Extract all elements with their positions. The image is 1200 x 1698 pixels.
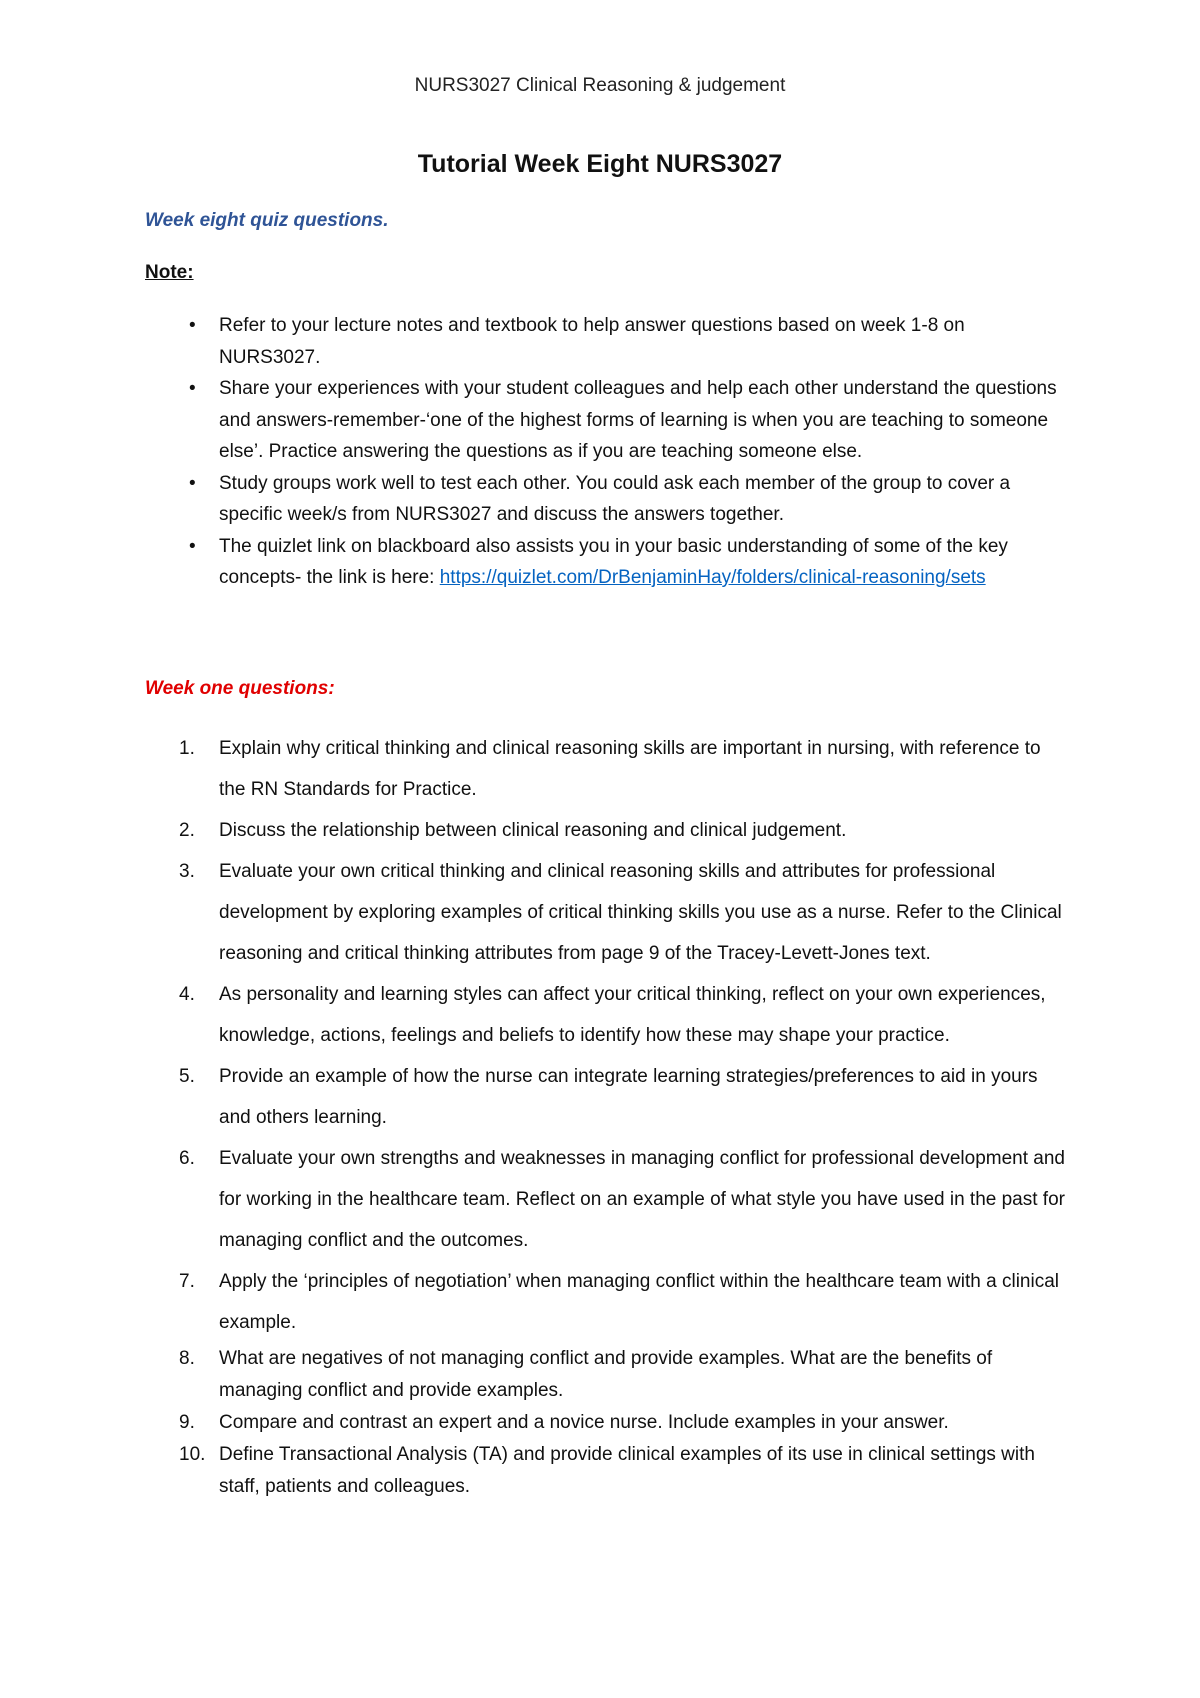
note-bullet-item: [145, 531, 1065, 594]
question-text: Provide an example of how the nurse can integrate learning strategies/preferences to aid in yours and others learning.: [219, 1066, 1038, 1128]
question-text: What are negatives of not managing conflict and provide examples. What are the benefits of managing conflict and provide examples.: [219, 1348, 993, 1401]
question-number: 1.: [179, 738, 195, 759]
note-bullet-text: The quizlet link on blackboard also assists you in your basic understanding of some of the key concepts- the link is here:: [219, 535, 1008, 588]
page-title: Tutorial Week Eight NURS3027: [417, 150, 783, 178]
question-item: [145, 974, 1065, 1056]
note-bullet-list: [145, 310, 1065, 594]
question-text: Discuss the relationship between clinical reasoning and clinical judgement.: [219, 820, 847, 841]
note-label: Note:: [145, 262, 194, 283]
bullet-icon: •: [189, 315, 196, 336]
bullet-icon: •: [189, 378, 196, 399]
question-text: Evaluate your own strengths and weaknesses in managing conflict for professional development and for working in the healthcare team. Reflect on an example of what style you have used in the past for managing conflict and the outcomes.: [219, 1148, 1066, 1251]
question-item: [145, 728, 1065, 810]
question-number: 5.: [179, 1066, 195, 1087]
note-bullet-item: [145, 373, 1065, 468]
question-text: As personality and learning styles can affect your critical thinking, reflect on your own experiences, knowledge, actions, feelings and beliefs to identify how these may shape your practice.: [219, 984, 1046, 1046]
question-text: Evaluate your own critical thinking and clinical reasoning skills and attributes for professional development by exploring examples of critical thinking skills you use as a nurse. Refer to the Clinical reasoning and critical thinking attributes from page 9 of the Tracey-Levett-Jones text.: [219, 861, 1062, 964]
note-bullet-text: Share your experiences with your student colleagues and help each other understand the questions and answers-remember-‘one of the highest forms of learning is when you are teaching to someone else’. Practice answering the questions as if you are teaching someone else.: [219, 378, 1057, 462]
question-text: Compare and contrast an expert and a novice nurse. Include examples in your answer.: [219, 1412, 949, 1433]
question-text: Apply the ‘principles of negotiation’ when managing conflict within the healthcare team with a clinical example.: [219, 1271, 1059, 1333]
question-text: Explain why critical thinking and clinical reasoning skills are important in nursing, with reference to the RN Standards for Practice.: [219, 738, 1041, 800]
note-bullet-item: [145, 468, 1065, 531]
question-item: [145, 1439, 1065, 1503]
quizlet-link[interactable]: https://quizlet.com/DrBenjaminHay/folders/clinical-reasoning/sets: [439, 567, 986, 588]
question-number: 6.: [179, 1148, 195, 1169]
question-item: [145, 1138, 1065, 1261]
week-one-heading: Week one questions:: [145, 678, 335, 699]
question-item: [145, 1261, 1065, 1343]
quiz-heading: Week eight quiz questions.: [145, 210, 389, 231]
question-number: 2.: [179, 820, 195, 841]
question-number: 3.: [179, 861, 195, 882]
note-bullet-item: [145, 310, 1065, 373]
question-text: Define Transactional Analysis (TA) and provide clinical examples of its use in clinical settings with staff, patients and colleagues.: [219, 1444, 1035, 1497]
note-bullet-text: Study groups work well to test each other. You could ask each member of the group to cover a specific week/s from NURS3027 and discuss the answers together.: [219, 472, 1011, 525]
question-item: [145, 1056, 1065, 1138]
question-item: [145, 810, 1065, 851]
question-item: [145, 1407, 1065, 1439]
note-bullet-text: Refer to your lecture notes and textbook to help answer questions based on week 1-8 on NURS3027.: [219, 315, 965, 368]
question-item: [145, 1343, 1065, 1407]
question-number: 4.: [179, 984, 195, 1005]
running-header: NURS3027 Clinical Reasoning & judgement: [414, 75, 786, 96]
question-number: 9.: [179, 1412, 195, 1433]
question-number: 7.: [179, 1271, 195, 1292]
bullet-icon: •: [189, 472, 196, 494]
question-number: 8.: [179, 1348, 195, 1369]
question-item: [145, 851, 1065, 974]
bullet-icon: •: [189, 535, 196, 557]
question-number: 10.: [179, 1444, 206, 1465]
week-one-question-list: [145, 728, 1065, 1503]
